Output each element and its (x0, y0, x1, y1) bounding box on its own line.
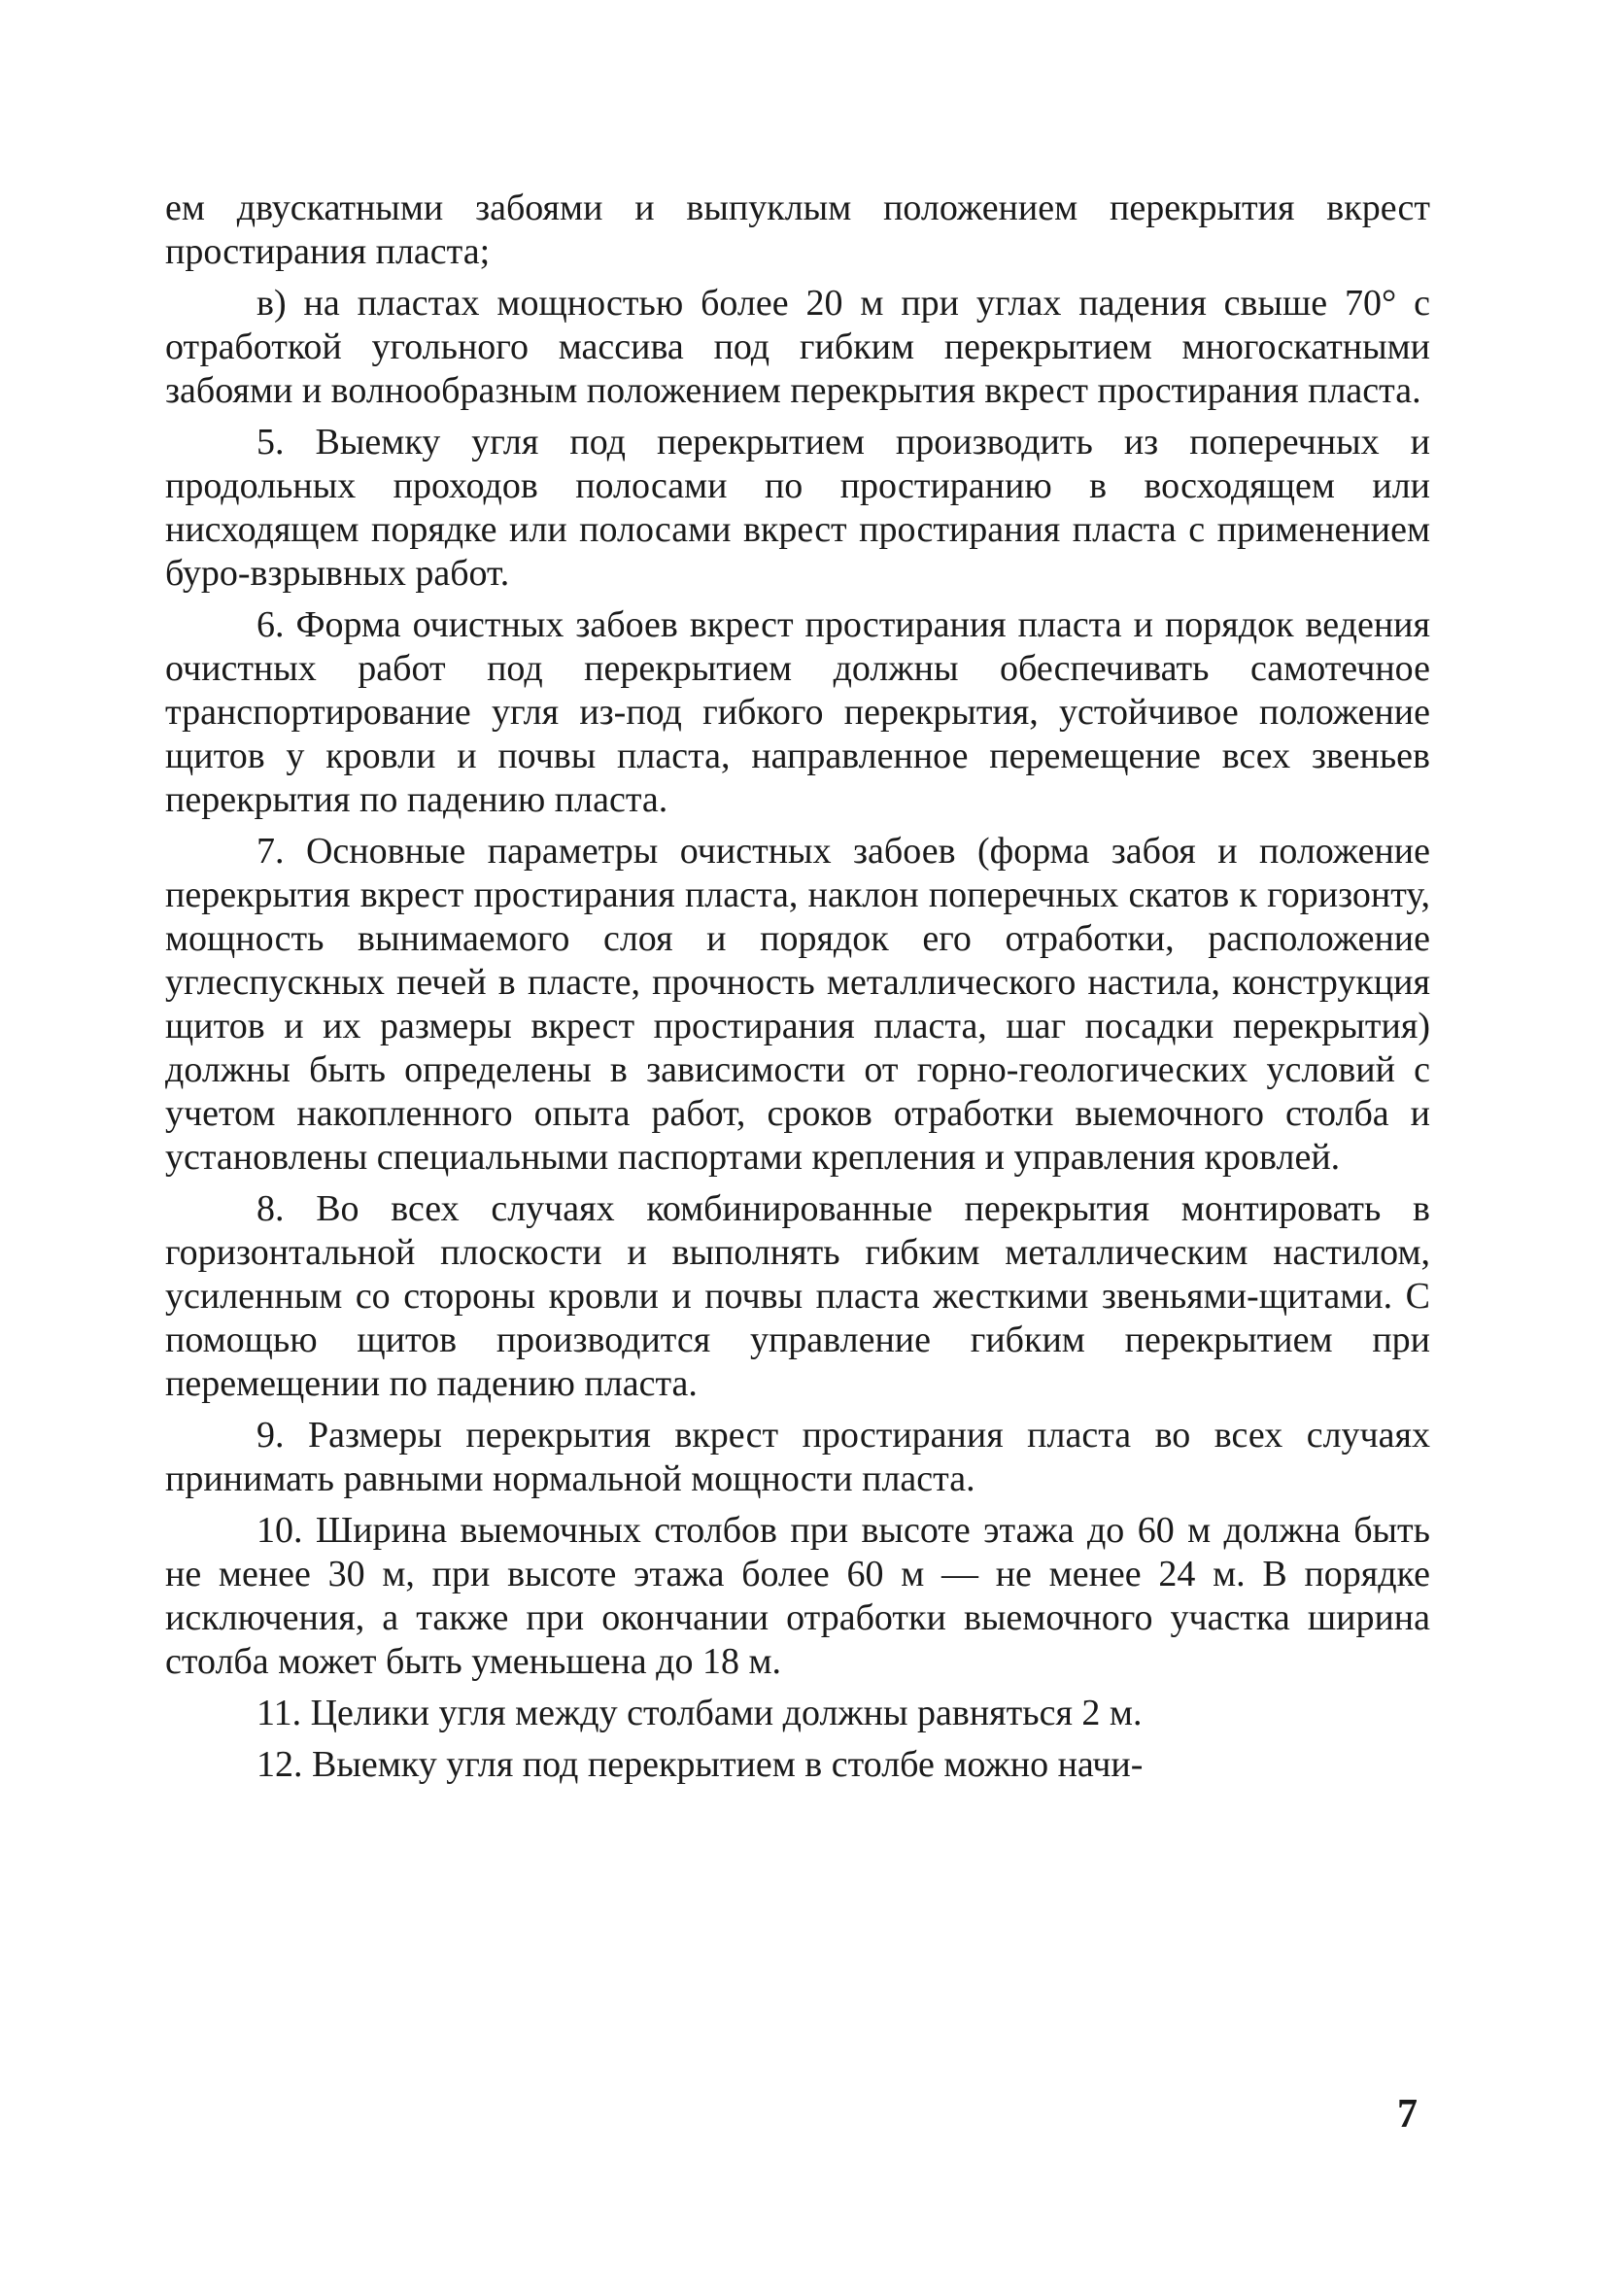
paragraph-11: 11. Целики угля между столбами должны равняться 2 м. (256, 1693, 1143, 1733)
paragraph-continuation: ем двускатными забоями и выпуклым положением перекрытия вкрест простирания пласта; (165, 188, 1430, 272)
page-number: 7 (1397, 2092, 1418, 2137)
paragraph-7: 7. Основные параметры очистных забоев (форма забоя и положение перекрытия вкрест простирания пласта, наклон поперечных скатов к горизонту, мощность вынимаемого слоя и порядок его отработки, расположение углеспускных печей в пласте, прочность металлического настила, конструкция щитов и их размеры вкрест простирания пласта, шаг посадки перекрытия) должны быть определены в зависимости от горно-геологических условий с учетом накопленного опыта работ, сроков отработки выемочного столба и установлены специальными паспортами крепления и управления кровлей. (165, 831, 1430, 1178)
paragraph-8: 8. Во всех случаях комбинированные перекрытия монтировать в горизонтальной плоскости и выполнять гибким металлическим настилом, усиленным со стороны кровли и почвы пласта жесткими звеньями-щитами. С помощью щитов производится управление гибким перекрытием при перемещении по падению пласта. (165, 1188, 1430, 1404)
paragraph-6: 6. Форма очистных забоев вкрест простирания пласта и порядок ведения очистных работ под перекрытием должны обеспечивать самотечное транспортирование угля из-под гибкого перекрытия, устойчивое положение щитов у кровли и почвы пласта, направленное перемещение всех звеньев перекрытия по падению пласта. (165, 604, 1430, 820)
paragraph-5: 5. Выемку угля под перекрытием производить из поперечных и продольных проходов полосами по простиранию в восходящем или нисходящем порядке или полосами вкрест простирания пласта с применением буро-взрывных работ. (165, 422, 1430, 594)
paragraph-12: 12. Выемку угля под перекрытием в столбе можно начи- (256, 1744, 1144, 1785)
paragraph-item-v: в) на пластах мощностью более 20 м при углах падения свыше 70° с отработкой угольного массива под гибким перекрытием многоскатными забоями и волнообразным положением перекрытия вкрест простирания пласта. (165, 283, 1430, 411)
paragraph-10: 10. Ширина выемочных столбов при высоте этажа до 60 м должна быть не менее 30 м, при высоте этажа более 60 м — не менее 24 м. В порядке исключения, а также при окончании отработки выемочного участка ширина столба может быть уменьшена до 18 м. (165, 1510, 1430, 1682)
paragraph-9: 9. Размеры перекрытия вкрест простирания пласта во всех случаях принимать равными нормальной мощности пласта. (165, 1415, 1430, 1499)
page-body (165, 187, 1430, 1795)
